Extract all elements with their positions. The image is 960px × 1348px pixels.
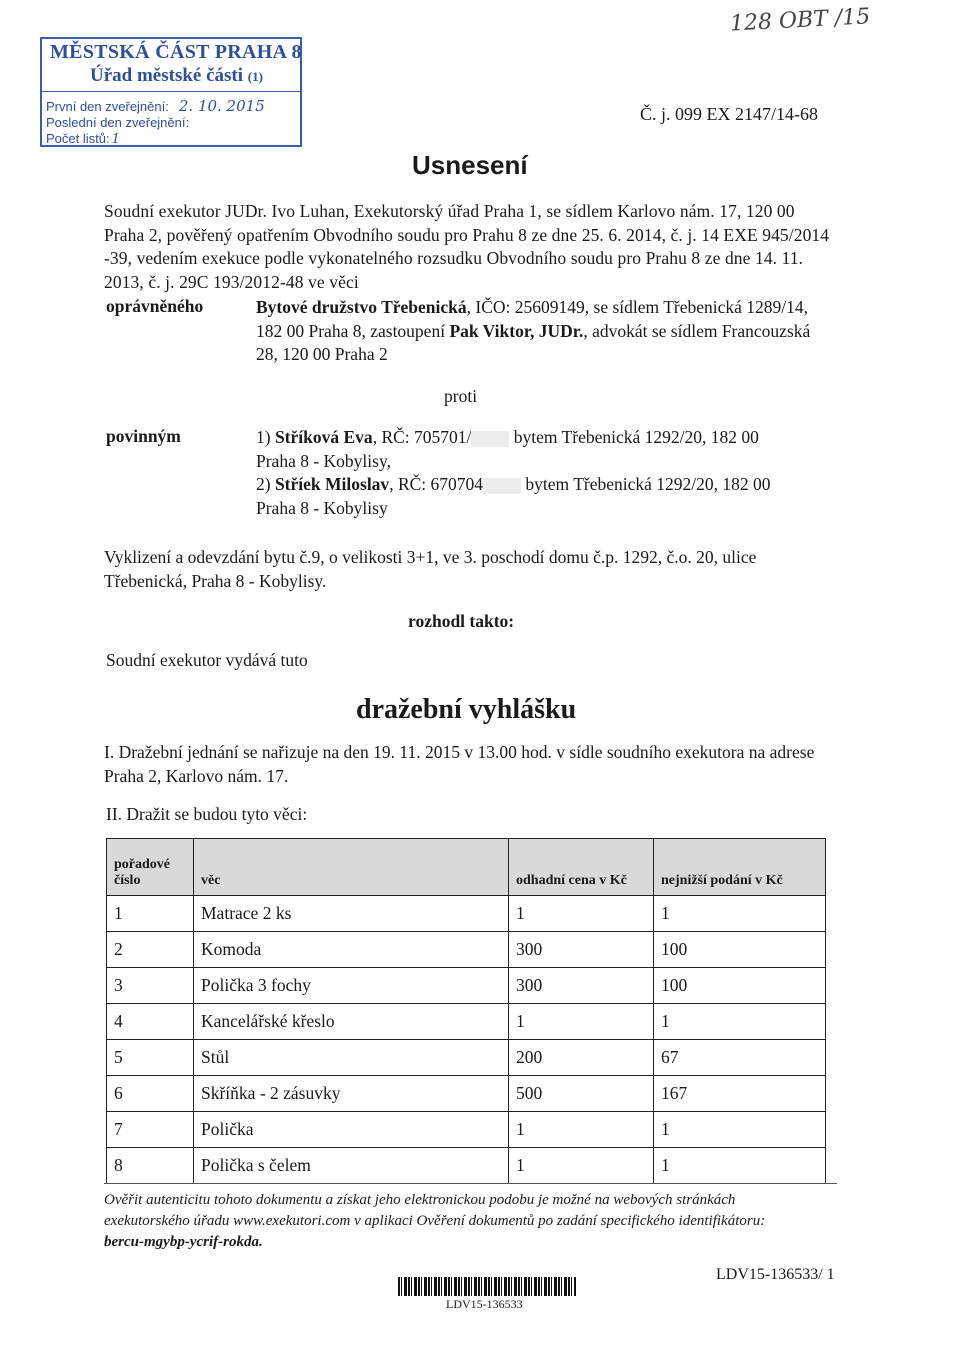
document-number: LDV15-136533/ 1 — [716, 1266, 835, 1283]
obliged-party-1 — [256, 426, 826, 450]
obliged-1-city: Praha 8 - Kobylisy, — [256, 450, 391, 471]
cell-item: Kancelářské křeslo — [194, 1004, 509, 1040]
cell-number: 7 — [107, 1112, 194, 1148]
stamp-first-value: 2. 10. 2015 — [178, 97, 265, 115]
cell-item: Stůl — [194, 1040, 509, 1076]
cell-minimum: 1 — [654, 896, 826, 932]
page-title: Usnesení — [412, 150, 528, 180]
headline: dražební vyhlášku — [356, 694, 577, 725]
verification-note — [104, 1190, 804, 1253]
cell-item: Skříňka - 2 zásuvky — [194, 1076, 509, 1112]
cell-minimum: 100 — [654, 932, 826, 968]
cell-estimate: 500 — [509, 1076, 654, 1112]
stamp-pages-label: Počet listů: — [46, 131, 110, 146]
subject-paragraph: Vyklizení a odevzdání bytu č.9, o velikosti 3+1, ve 3. poschodí domu č.p. 1292, č.o. 20, ulice Třebenická, Praha 8 - Kobylisy. — [104, 547, 757, 591]
obliged-party-2 — [256, 473, 826, 497]
issues-line: Soudní exekutor vydává tuto — [106, 650, 308, 670]
cell-item: Polička s čelem — [194, 1148, 509, 1184]
cell-estimate: 1 — [509, 1148, 654, 1184]
cell-estimate: 1 — [509, 896, 654, 932]
table-header-row — [107, 839, 826, 896]
cell-item: Komoda — [194, 932, 509, 968]
table-row — [107, 932, 826, 968]
cell-item: Polička 3 fochy — [194, 968, 509, 1004]
verification-code: bercu-mgybp-ycrif-rokda. — [104, 1234, 263, 1250]
cell-item: Matrace 2 ks — [194, 896, 509, 932]
cell-estimate: 1 — [509, 1004, 654, 1040]
cell-estimate: 1 — [509, 1112, 654, 1148]
cell-minimum: 67 — [654, 1040, 826, 1076]
stamp-first-label: První den zveřejnění: — [46, 99, 169, 114]
stamp-title: MĚSTSKÁ ČÁST PRAHA 8 — [50, 41, 302, 63]
section-2: II. Dražit se budou tyto věci: — [106, 804, 308, 824]
stamp-divider — [42, 91, 300, 92]
entitled-label: oprávněného — [106, 296, 204, 316]
items-table — [106, 838, 826, 1184]
obliged-1-number: 1) — [256, 427, 275, 447]
table-row — [107, 1148, 826, 1184]
handwritten-note: 128 OBT /15 — [729, 4, 871, 37]
table-row — [107, 1040, 826, 1076]
table-row — [107, 896, 826, 932]
table-row — [107, 1076, 826, 1112]
stamp-office-name: Úřad městské části — [90, 65, 244, 86]
obliged-2-rc: , RČ: 670704 — [389, 474, 484, 494]
cell-minimum: 1 — [654, 1112, 826, 1148]
cell-estimate: 300 — [509, 932, 654, 968]
decided-label: rozhodl takto: — [408, 611, 515, 631]
cell-minimum: 100 — [654, 968, 826, 1004]
obliged-2-name: Stříek Miloslav — [274, 474, 390, 494]
entitled-address: , advokát se sídlem Francouzská 28, 120 00 Praha 2 — [256, 320, 811, 364]
col-header-minimum: nejnižší podání v Kč — [654, 839, 826, 896]
stamp-office-suffix: (1) — [247, 69, 263, 84]
obliged-2-number: 2) — [256, 474, 275, 494]
redaction-mark — [483, 478, 521, 494]
stamp-first-day — [46, 97, 265, 115]
intro-paragraph: Soudní exekutor JUDr. Ivo Luhan, Exekutorský úřad Praha 1, se sídlem Karlovo nám. 17, 120 00 Praha 2, pověřený opatřením Obvodního soudu pro Prahu 8 ze dne 25. 6. 2014, č. j. 14 EXE 945/2014 -39, vedením exekuce podle vykonatelného rozsudku Obvodního soudu pro Prahu 8 ze dne 14. 11. 2013, č. j. 29C 193/2012-48 ve věci — [104, 201, 830, 292]
cell-minimum: 1 — [654, 1004, 826, 1040]
cell-number: 1 — [107, 896, 194, 932]
entitled-name: Bytové družstvo Třebenická — [256, 297, 467, 317]
cell-number: 8 — [107, 1148, 194, 1184]
office-stamp — [40, 37, 302, 147]
col-header-number: pořadové číslo — [107, 839, 194, 896]
cell-number: 3 — [107, 968, 194, 1004]
entitled-party — [256, 296, 826, 367]
col-header-estimate: odhadní cena v Kč — [509, 839, 654, 896]
barcode-text: LDV15-136533 — [446, 1297, 523, 1311]
cell-number: 6 — [107, 1076, 194, 1112]
entitled-details: , IČO: 25609149, se sídlem Třebenická 1289/14, 182 00 Praha 8, zastoupení — [256, 297, 809, 341]
against-label: proti — [444, 386, 478, 406]
cell-number: 2 — [107, 932, 194, 968]
stamp-pages-value: 1 — [111, 132, 120, 147]
table-row — [107, 968, 826, 1004]
obliged-2-address: bytem Třebenická 1292/20, 182 00 — [525, 474, 771, 494]
table-row — [107, 1004, 826, 1040]
cell-number: 5 — [107, 1040, 194, 1076]
cell-estimate: 300 — [509, 968, 654, 1004]
obliged-1-rc: , RČ: 705701/ — [372, 427, 472, 447]
stamp-last-label: Poslední den zveřejnění: — [46, 115, 190, 130]
entitled-lawyer: Pak Viktor, JUDr. — [449, 320, 584, 341]
obliged-1-address: bytem Třebenická 1292/20, 182 00 — [513, 427, 759, 447]
cell-item: Polička — [194, 1112, 509, 1148]
cell-estimate: 200 — [509, 1040, 654, 1076]
cell-minimum: 167 — [654, 1076, 826, 1112]
obliged-2-city: Praha 8 - Kobylisy — [256, 497, 388, 518]
verification-text: Ověřit autenticitu tohoto dokumentu a získat jeho elektronickou podobu je možné na webových stránkách exekutorského úřadu www.exekutori.com v aplikaci Ověření dokumentů po zadání specifického identifikátoru: — [104, 1192, 766, 1229]
redaction-mark — [471, 431, 509, 447]
stamp-office — [90, 65, 263, 87]
barcode — [398, 1277, 576, 1296]
cell-number: 4 — [107, 1004, 194, 1040]
stamp-pages — [46, 131, 120, 147]
obliged-1-name: Stříková Eva — [274, 427, 373, 447]
obliged-parties — [256, 426, 826, 520]
stamp-last-day — [46, 115, 189, 130]
reference-number: Č. j. 099 EX 2147/14-68 — [640, 104, 818, 124]
section-1: I. Dražební jednání se nařizuje na den 19. 11. 2015 v 13.00 hod. v sídle soudního exekutora na adrese Praha 2, Karlovo nám. 17. — [104, 742, 815, 786]
footer-divider — [104, 1183, 837, 1184]
table-row — [107, 1112, 826, 1148]
obliged-label: povinným — [106, 426, 181, 446]
cell-minimum: 1 — [654, 1148, 826, 1184]
col-header-item: věc — [194, 839, 509, 896]
